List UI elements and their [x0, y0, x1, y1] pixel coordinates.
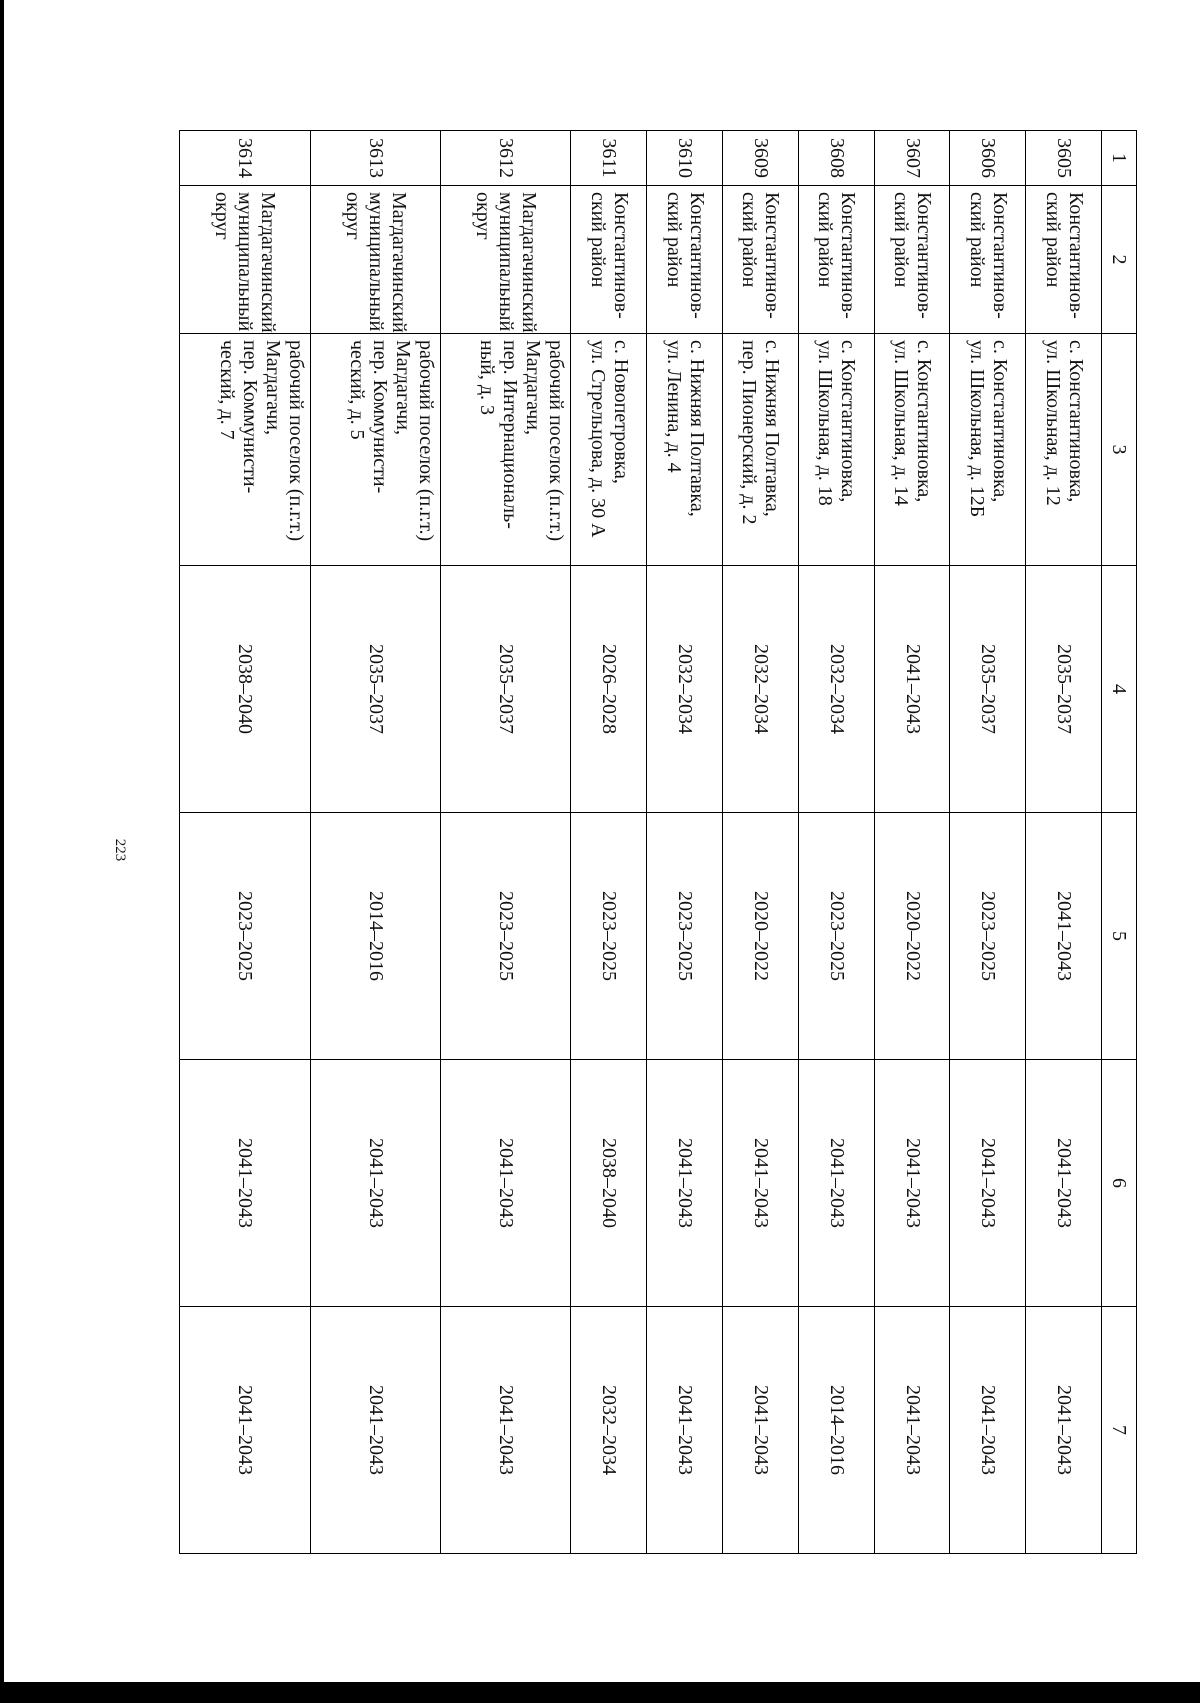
district-line: округ [341, 192, 364, 240]
period-col4: 2041–2043 [874, 566, 950, 813]
district-cell [310, 186, 440, 334]
address-cell [310, 334, 440, 566]
period-col7: 2041–2043 [723, 1307, 799, 1554]
row-number: 3613 [310, 131, 440, 186]
row-number: 3605 [1026, 131, 1102, 186]
district-cell [571, 186, 647, 334]
address-line: с. Константиновка, [1064, 340, 1087, 503]
period-col7: 2041–2043 [310, 1307, 440, 1554]
district-line: ский район [965, 192, 988, 288]
row-number: 3606 [950, 131, 1026, 186]
period-col5: 2020–2022 [874, 813, 950, 1060]
address-line: пер. Коммунисти- [238, 340, 261, 494]
header-row [1102, 131, 1137, 1554]
address-line: с. Нижняя Полтавка, [761, 340, 784, 517]
header-cell-6: 6 [1102, 1060, 1137, 1307]
period-col4: 2035–2037 [950, 566, 1026, 813]
district-cell [798, 186, 874, 334]
period-col6: 2041–2043 [180, 1060, 311, 1307]
period-col5: 2041–2043 [1026, 813, 1102, 1060]
period-col5: 2023–2025 [647, 813, 723, 1060]
district-line: ский район [738, 192, 761, 288]
period-col4: 2026–2028 [571, 566, 647, 813]
address-line: с. Константиновка, [988, 340, 1011, 503]
district-line: Константинов- [609, 192, 632, 319]
period-col7: 2041–2043 [180, 1307, 311, 1554]
district-cell [180, 186, 311, 334]
address-line: ческий, д. 5 [345, 340, 368, 440]
rotated-table-wrapper [179, 130, 1137, 1553]
district-line: ский район [814, 192, 837, 288]
header-cell-7: 7 [1102, 1307, 1137, 1554]
scan-border-left [0, 0, 4, 1703]
period-col4: 2032–2034 [647, 566, 723, 813]
row-number: 3609 [723, 131, 799, 186]
address-line: рабочий поселок (п.г.т.) [545, 340, 568, 542]
address-line: ул. Ленина, д. 4 [662, 340, 685, 473]
district-line: ский район [586, 192, 609, 288]
district-line: округ [211, 192, 234, 240]
table-row [571, 131, 647, 1554]
district-line: ский район [890, 192, 913, 288]
address-cell [874, 334, 950, 566]
period-col4: 2035–2037 [440, 566, 570, 813]
period-col6: 2041–2043 [874, 1060, 950, 1307]
address-line: рабочий поселок (п.г.т.) [284, 340, 307, 542]
row-number: 3612 [440, 131, 570, 186]
table-row [310, 131, 440, 1554]
table-row [798, 131, 874, 1554]
district-line: Магдагачинский [387, 192, 410, 333]
district-line: Константинов- [1064, 192, 1087, 319]
period-col6: 2041–2043 [950, 1060, 1026, 1307]
row-number: 3614 [180, 131, 311, 186]
period-col6: 2041–2043 [440, 1060, 570, 1307]
period-col5: 2014–2016 [310, 813, 440, 1060]
period-col5: 2020–2022 [723, 813, 799, 1060]
table-row [440, 131, 570, 1554]
address-line: с. Нижняя Полтавка, [685, 340, 708, 517]
district-cell [647, 186, 723, 334]
district-line: Константинов- [988, 192, 1011, 319]
header-cell-5: 5 [1102, 813, 1137, 1060]
header-cell-1: 1 [1102, 131, 1137, 186]
page-number: 223 [112, 838, 128, 862]
address-line: Магдагачи, [522, 340, 545, 435]
period-col7: 2041–2043 [647, 1307, 723, 1554]
district-line: муниципальный [495, 192, 518, 332]
period-col5: 2023–2025 [440, 813, 570, 1060]
period-col4: 2038–2040 [180, 566, 311, 813]
period-col4: 2032–2034 [798, 566, 874, 813]
address-line: ул. Школьная, д. 12 [1041, 340, 1064, 506]
address-line: пер. Интернациональ- [499, 340, 522, 529]
address-cell [647, 334, 723, 566]
period-col6: 2041–2043 [798, 1060, 874, 1307]
period-col7: 2041–2043 [874, 1307, 950, 1554]
table-row [647, 131, 723, 1554]
district-line: ский район [662, 192, 685, 288]
period-col5: 2023–2025 [180, 813, 311, 1060]
district-line: Константинов- [761, 192, 784, 319]
table-row [874, 131, 950, 1554]
row-number: 3608 [798, 131, 874, 186]
address-line: пер. Пионерский, д. 2 [738, 340, 761, 525]
address-line: ул. Школьная, д. 14 [890, 340, 913, 506]
period-col5: 2023–2025 [950, 813, 1026, 1060]
row-number: 3610 [647, 131, 723, 186]
period-col5: 2023–2025 [571, 813, 647, 1060]
address-line: ческий, д. 7 [215, 340, 238, 440]
address-cell [723, 334, 799, 566]
district-cell [950, 186, 1026, 334]
row-number: 3607 [874, 131, 950, 186]
period-col7: 2014–2016 [798, 1307, 874, 1554]
period-col5: 2023–2025 [798, 813, 874, 1060]
row-number: 3611 [571, 131, 647, 186]
district-cell [723, 186, 799, 334]
address-line: ул. Школьная, д. 18 [814, 340, 837, 506]
period-col7: 2041–2043 [1026, 1307, 1102, 1554]
table-row [723, 131, 799, 1554]
address-line: ул. Стрельцова, д. 30 А [586, 340, 609, 538]
period-col6: 2041–2043 [647, 1060, 723, 1307]
period-col7: 2041–2043 [950, 1307, 1026, 1554]
district-cell [1026, 186, 1102, 334]
address-cell [950, 334, 1026, 566]
address-line: рабочий поселок (п.г.т.) [414, 340, 437, 542]
address-cell [1026, 334, 1102, 566]
district-line: Константинов- [913, 192, 936, 319]
district-cell [440, 186, 570, 334]
period-col7: 2041–2043 [440, 1307, 570, 1554]
address-cell [440, 334, 570, 566]
district-line: Константинов- [685, 192, 708, 319]
district-line: Константинов- [837, 192, 860, 319]
district-line: Магдагачинский [518, 192, 541, 333]
district-line: муниципальный [234, 192, 257, 332]
address-line: пер. Коммунисти- [368, 340, 391, 494]
address-line: с. Новопетровка, [609, 340, 632, 484]
table-row [180, 131, 311, 1554]
address-cell [571, 334, 647, 566]
table-row [1026, 131, 1102, 1554]
scan-border-bottom [0, 1682, 1200, 1703]
address-line: Магдагачи, [391, 340, 414, 435]
period-col6: 2041–2043 [310, 1060, 440, 1307]
address-line: ный, д. 3 [476, 340, 499, 416]
address-cell [798, 334, 874, 566]
header-cell-4: 4 [1102, 566, 1137, 813]
district-cell [874, 186, 950, 334]
schedule-table [179, 130, 1137, 1554]
address-line: Магдагачи, [261, 340, 284, 435]
district-line: муниципальный [364, 192, 387, 332]
period-col6: 2041–2043 [723, 1060, 799, 1307]
period-col6: 2041–2043 [1026, 1060, 1102, 1307]
address-line: с. Константиновка, [837, 340, 860, 503]
period-col4: 2035–2037 [1026, 566, 1102, 813]
district-line: Магдагачинский [257, 192, 280, 333]
period-col7: 2032–2034 [571, 1307, 647, 1554]
table-row [950, 131, 1026, 1554]
period-col4: 2032–2034 [723, 566, 799, 813]
header-cell-2: 2 [1102, 186, 1137, 334]
address-cell [180, 334, 311, 566]
period-col6: 2038–2040 [571, 1060, 647, 1307]
district-line: округ [472, 192, 495, 240]
period-col4: 2035–2037 [310, 566, 440, 813]
district-line: ский район [1041, 192, 1064, 288]
header-cell-3: 3 [1102, 334, 1137, 566]
address-line: с. Константиновка, [913, 340, 936, 503]
address-line: ул. Школьная, д. 12Б [965, 340, 988, 518]
